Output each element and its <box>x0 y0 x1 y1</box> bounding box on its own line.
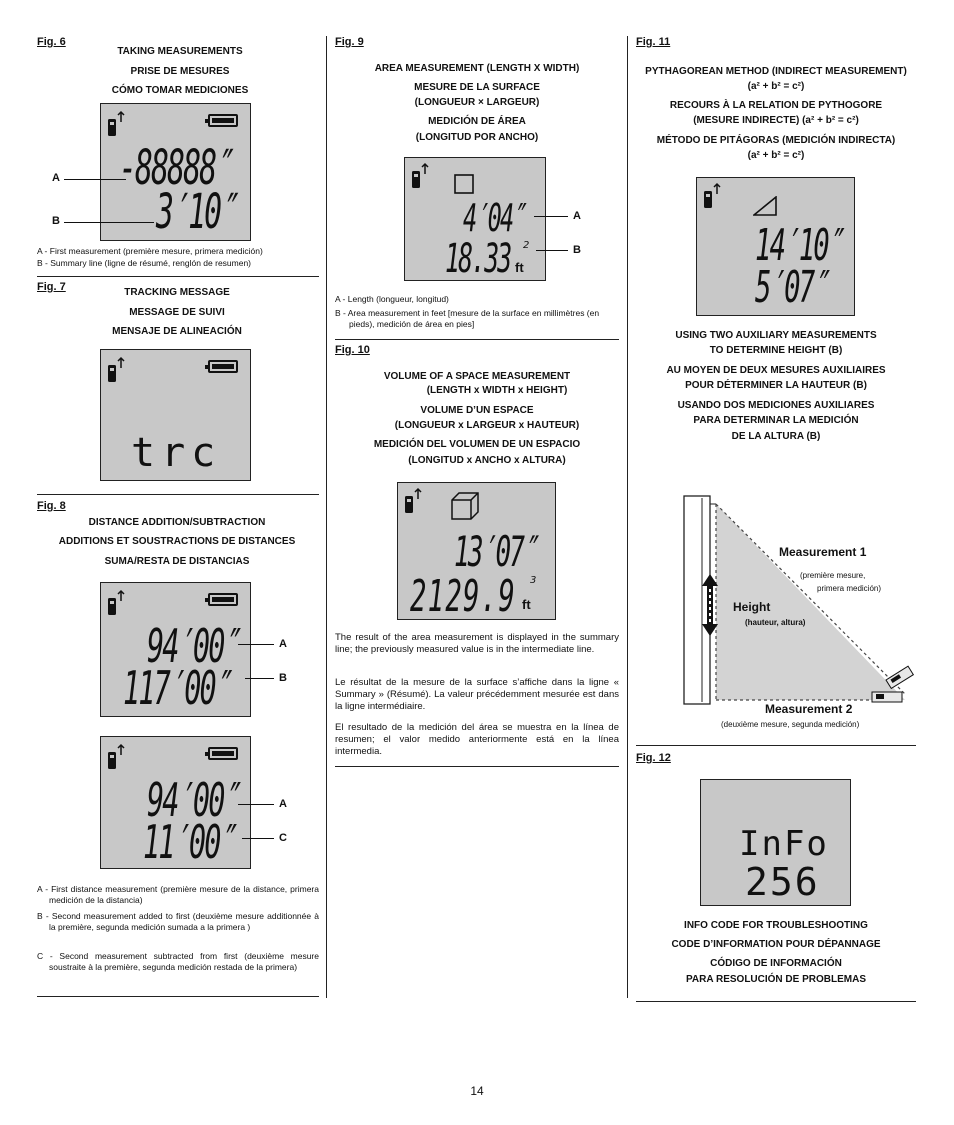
fig6-title-es: CÓMO TOMAR MEDICIONES <box>111 85 249 96</box>
fig10-title-en2: (LENGTH x WIDTH x HEIGHT) <box>426 385 568 396</box>
fig9-label: Fig. 9 <box>335 36 364 48</box>
fig10-unit-exponent: 3 <box>530 575 537 586</box>
fig8-title-en: DISTANCE ADDITION/SUBTRACTION <box>88 517 266 528</box>
fig10-paragraph-fr: Le résultat de la mesure de la surface s’affiche dans la ligne « Summary » (Résumé). La valeur précédemment mesurée est dans la ligne intermédiaire. <box>335 677 619 712</box>
page-number: 14 <box>470 1084 484 1098</box>
fig12-display-line1: InFo <box>739 824 829 864</box>
laser-device-icon <box>107 743 127 771</box>
fig11-display-line1: 14′10″ <box>755 220 843 271</box>
fig11-measurement1-sub2: primera medición) <box>817 584 882 593</box>
fig10-lcd-display <box>397 482 556 620</box>
fig6-title-fr: PRISE DE MESURES <box>130 66 230 77</box>
fig8-d2-line1: 94′00″ <box>147 773 239 827</box>
divider <box>37 494 319 495</box>
fig10-paragraph-es: El resultado de la medición del área se muestra en la línea de resumen; el valor medido anteriormente está en la línea intermedia. <box>335 722 619 757</box>
divider <box>335 766 619 767</box>
area-square-icon <box>454 174 474 194</box>
fig11-title-es: MÉTODO DE PITÁGORAS (MEDICIÓN INDIRECTA) <box>656 135 896 146</box>
fig8-callout-b: B <box>279 672 287 684</box>
fig11-sub-fr1: AU MOYEN DE DEUX MESURES AUXILIAIRES <box>666 365 886 376</box>
fig9-title-en: AREA MEASUREMENT (LENGTH X WIDTH) <box>374 63 580 74</box>
fig10-title-es2: (LONGITUD x ANCHO x ALTURA) <box>408 455 566 466</box>
fig10-title-en1: VOLUME OF A SPACE MEASUREMENT <box>383 371 571 382</box>
fig11-measurement1-sub1: (première mesure, <box>800 571 866 580</box>
fig12-lcd-display <box>700 779 851 906</box>
fig11-display-line2: 5′07″ <box>755 262 828 313</box>
fig9-leader-b <box>536 250 568 251</box>
fig10-title-fr1: VOLUME D’UN ESPACE <box>420 405 534 416</box>
fig12-title-en: INFO CODE FOR TROUBLESHOOTING <box>684 920 868 931</box>
divider <box>636 1001 916 1002</box>
fig10-title-es1: MEDICIÓN DEL VOLUMEN DE UN ESPACIO <box>373 439 581 450</box>
fig11-sub-es2: PARA DETERMINAR LA MEDICIÓN <box>693 415 859 426</box>
volume-cube-icon <box>450 491 480 521</box>
fig8-lcd-display-2 <box>100 736 251 869</box>
fig7-title-en: TRACKING MESSAGE <box>124 287 230 298</box>
fig9-display-line1: 4′04″ <box>463 196 525 240</box>
divider <box>335 339 619 340</box>
fig6-leader-b <box>64 222 154 223</box>
fig8-lcd-display-1 <box>100 582 251 717</box>
laser-device-icon <box>107 110 127 138</box>
fig11-sub-en1: USING TWO AUXILIARY MEASUREMENTS <box>675 330 877 341</box>
fig8-callout-a: A <box>279 638 287 650</box>
fig8-leader-a2 <box>238 804 274 805</box>
divider <box>37 996 319 997</box>
fig10-display-line2: 2129.9 <box>410 571 516 622</box>
fig7-label: Fig. 7 <box>37 281 66 293</box>
fig9-unit-exponent: 2 <box>523 240 530 251</box>
fig10-display-line1: 13′07″ <box>454 527 537 576</box>
fig8-leader-a <box>238 644 274 645</box>
fig10-paragraph-en: The result of the area measurement is displayed in the summary line; the previously measured value is in the intermediate line. <box>335 632 619 655</box>
fig12-display-line2: 256 <box>745 860 820 904</box>
fig7-display-text: trc <box>131 430 222 476</box>
fig6-display-line1: -88888″ <box>119 140 232 196</box>
fig11-height-label: Height <box>733 600 771 614</box>
fig9-display-line2: 18.33 <box>445 236 511 282</box>
fig8-leader-b <box>245 678 274 679</box>
fig9-legend-a: A - Length (longueur, longitud) <box>335 294 449 304</box>
fig9-leader-a <box>534 216 568 217</box>
fig9-title-fr2: (LONGUEUR × LARGEUR) <box>414 97 540 108</box>
fig9-title-es1: MEDICIÓN DE ÁREA <box>428 116 526 127</box>
fig11-sub-en2: TO DETERMINE HEIGHT (B) <box>709 345 843 356</box>
fig9-title-es2: (LONGITUD POR ANCHO) <box>415 132 539 143</box>
fig9-callout-a: A <box>573 210 581 222</box>
fig8-d1-line2: 117′00″ <box>123 661 231 715</box>
fig6-display-line2: 3′10″ <box>156 184 237 240</box>
fig9-legend-b: B - Area measurement in feet [mesure de la surface en millimètres (en pieds), medición de área en pies] <box>335 308 600 329</box>
fig10-title-fr2: (LONGUEUR x LARGEUR x HAUTEUR) <box>394 420 580 431</box>
fig8-callout-a2: A <box>279 798 287 810</box>
battery-icon <box>208 593 238 606</box>
fig11-formula-es: (a² + b² = c²) <box>747 150 805 161</box>
fig11-title-fr1: RECOURS À LA RELATION DE PYTHOGORE <box>669 100 883 111</box>
fig11-height-sub: (hauteur, altura) <box>745 618 806 627</box>
fig7-title-fr: MESSAGE DE SUIVI <box>129 307 225 318</box>
fig9-lcd-display <box>404 157 546 281</box>
fig12-title-es2: PARA RESOLUCIÓN DE PROBLEMAS <box>685 974 866 985</box>
laser-device-icon <box>107 589 127 617</box>
battery-icon <box>208 114 238 127</box>
fig8-leader-c <box>242 838 274 839</box>
divider <box>636 745 916 746</box>
fig6-lcd-display <box>100 103 251 241</box>
fig11-measurement2-sub: (deuxième mesure, segunda medición) <box>721 720 860 729</box>
pythagorean-height-diagram <box>680 494 920 714</box>
fig6-legend-a: A - First measurement (première mesure, primera medición) <box>37 246 263 256</box>
fig8-label: Fig. 8 <box>37 500 66 512</box>
fig11-sub-es3: DE LA ALTURA (B) <box>731 431 821 442</box>
fig8-legend-a: A - First distance measurement (première mesure de la distance, primera medición de la distancia) <box>37 884 319 905</box>
fig10-label: Fig. 10 <box>335 344 370 356</box>
fig12-title-fr: CODE D’INFORMATION POUR DÉPANNAGE <box>671 939 881 950</box>
fig11-sub-fr2: POUR DÉTERMINER LA HAUTEUR (B) <box>685 380 867 391</box>
fig12-label: Fig. 12 <box>636 752 671 764</box>
fig7-lcd-display <box>100 349 251 481</box>
fig8-d2-line2: 11′00″ <box>143 815 235 869</box>
fig8-title-es: SUMA/RESTA DE DISTANCIAS <box>104 556 250 567</box>
fig10-unit: ft <box>522 597 531 612</box>
laser-device-icon <box>107 356 127 384</box>
fig6-label: Fig. 6 <box>37 36 66 48</box>
fig11-measurement1-label: Measurement 1 <box>779 545 867 559</box>
fig9-callout-b: B <box>573 244 581 256</box>
fig11-lcd-display <box>696 177 855 316</box>
fig6-title-en: TAKING MEASUREMENTS <box>117 46 243 57</box>
battery-icon <box>208 747 238 760</box>
fig11-sub-es1: USANDO DOS MEDICIONES AUXILIARES <box>677 400 875 411</box>
triangle-icon <box>753 196 777 216</box>
fig6-callout-a: A <box>52 172 60 184</box>
fig6-legend-b: B - Summary line (ligne de résumé, renglón de resumen) <box>37 258 252 268</box>
fig11-label: Fig. 11 <box>636 36 671 48</box>
fig11-measurement2-label: Measurement 2 <box>765 702 853 716</box>
fig11-title-en: PYTHAGOREAN METHOD (INDIRECT MEASUREMENT) <box>645 66 907 77</box>
column-divider <box>326 36 327 998</box>
fig8-title-fr: ADDITIONS ET SOUSTRACTIONS DE DISTANCES <box>58 536 296 547</box>
battery-icon <box>208 360 238 373</box>
fig8-callout-c: C <box>279 832 287 844</box>
fig11-formula: (a² + b² = c²) <box>747 81 805 92</box>
fig9-title-fr1: MESURE DE LA SURFACE <box>414 82 540 93</box>
laser-device-icon <box>411 162 431 190</box>
column-divider <box>627 36 628 998</box>
fig11-title-fr2: (MESURE INDIRECTE) (a² + b² = c²) <box>693 115 859 126</box>
divider <box>37 276 319 277</box>
fig8-legend-b: B - Second measurement added to first (deuxième mesure additionnée à la première, segunda medición sumada a la primera ) <box>37 911 319 932</box>
laser-device-icon <box>703 182 723 210</box>
fig8-legend-c: C - Second measurement subtracted from first (deuxième mesure soustraite à la première, segunda medición restada de la primera) <box>37 951 319 972</box>
fig12-title-es1: CÓDIGO DE INFORMACIÓN <box>710 958 842 969</box>
fig9-unit: ft <box>515 260 524 275</box>
laser-device-icon <box>404 487 424 515</box>
fig6-leader-a <box>64 179 126 180</box>
fig8-d1-line1: 94′00″ <box>147 619 239 673</box>
fig7-title-es: MENSAJE DE ALINEACIÓN <box>112 326 242 337</box>
fig6-callout-b: B <box>52 215 60 227</box>
